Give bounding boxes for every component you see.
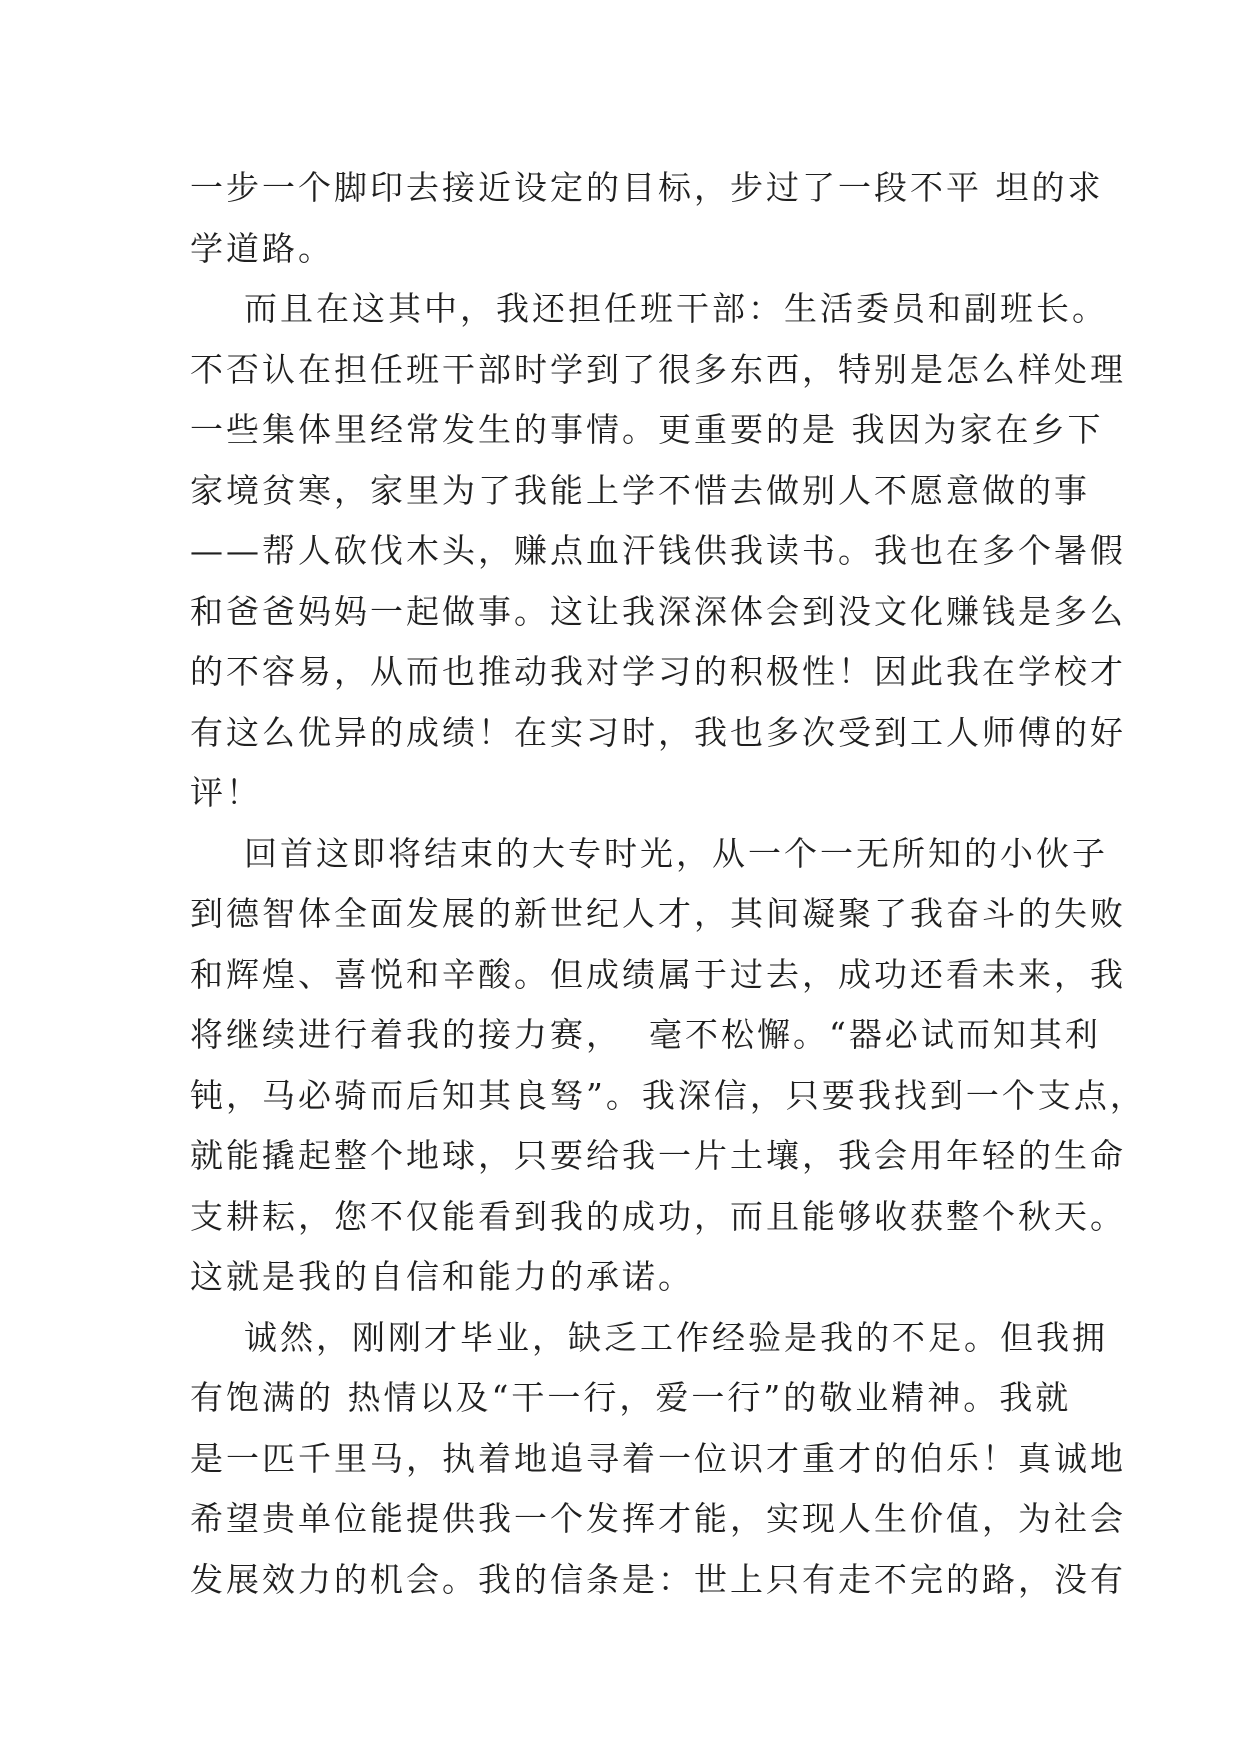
text-line: 希望贵单位能提供我一个发挥才能，实现人生价值，为社会 [190,1499,1126,1538]
text-line: 而且在这其中，我还担任班干部：生活委员和副班长。 [190,289,1108,328]
text-line: 这就是我的自信和能力的承诺。 [190,1257,694,1296]
text-line: 支耕耘，您不仅能看到我的成功，而且能够收获整个秋天。 [190,1196,1126,1236]
text-line: 将继续进行着我的接力赛， 毫不松懈。“器必试而知其利 [190,1015,1101,1054]
text-line: 一些集体里经常发生的事情。更重要的是 我因为家在乡下 [190,410,1104,449]
text-line: ——帮人砍伐木头，赚点血汗钱供我读书。我也在多个暑假 [190,531,1126,570]
text-line: 家境贫寒，家里为了我能上学不惜去做别人不愿意做的事 [190,470,1090,510]
text-line: 一步一个脚印去接近设定的目标，步过了一段不平 坦的求 [190,168,1104,207]
body-text [190,158,1146,1610]
text-line: 的不容易，从而也推动我对学习的积极性！因此我在学校才 [190,652,1126,691]
text-line: 回首这即将结束的大专时光，从一个一无所知的小伙子 [190,833,1108,873]
text-line: 就能撬起整个地球，只要给我一片土壤，我会用年轻的生命 [190,1136,1126,1175]
text-line: 诚然，刚刚才毕业，缺乏工作经验是我的不足。但我拥 [190,1317,1108,1357]
text-line: 到德智体全面发展的新世纪人才，其间凝聚了我奋斗的失败 [190,894,1126,933]
text-line: 和爸爸妈妈一起做事。这让我深深体会到没文化赚钱是多么 [190,591,1126,631]
text-line: 是一匹千里马，执着地追寻着一位识才重才的伯乐！真诚地 [190,1438,1126,1478]
text-line: 评！ [190,773,262,812]
text-line: 学道路。 [190,228,334,268]
text-line: 和辉煌、喜悦和辛酸。但成绩属于过去，成功还看未来，我 [190,954,1126,994]
text-line: 有饱满的 热情以及“干一行，爱一行”的敬业精神。我就 [190,1378,1072,1417]
text-line: 钝，马必骑而后知其良驽”。我深信，只要我找到一个支点， [190,1075,1146,1115]
text-line: 发展效力的机会。我的信条是：世上只有走不完的路，没有 [190,1559,1126,1599]
text-line: 不否认在担任班干部时学到了很多东西，特别是怎么样处理 [190,349,1126,389]
text-line: 有这么优异的成绩！在实习时，我也多次受到工人师傅的好 [190,712,1126,752]
